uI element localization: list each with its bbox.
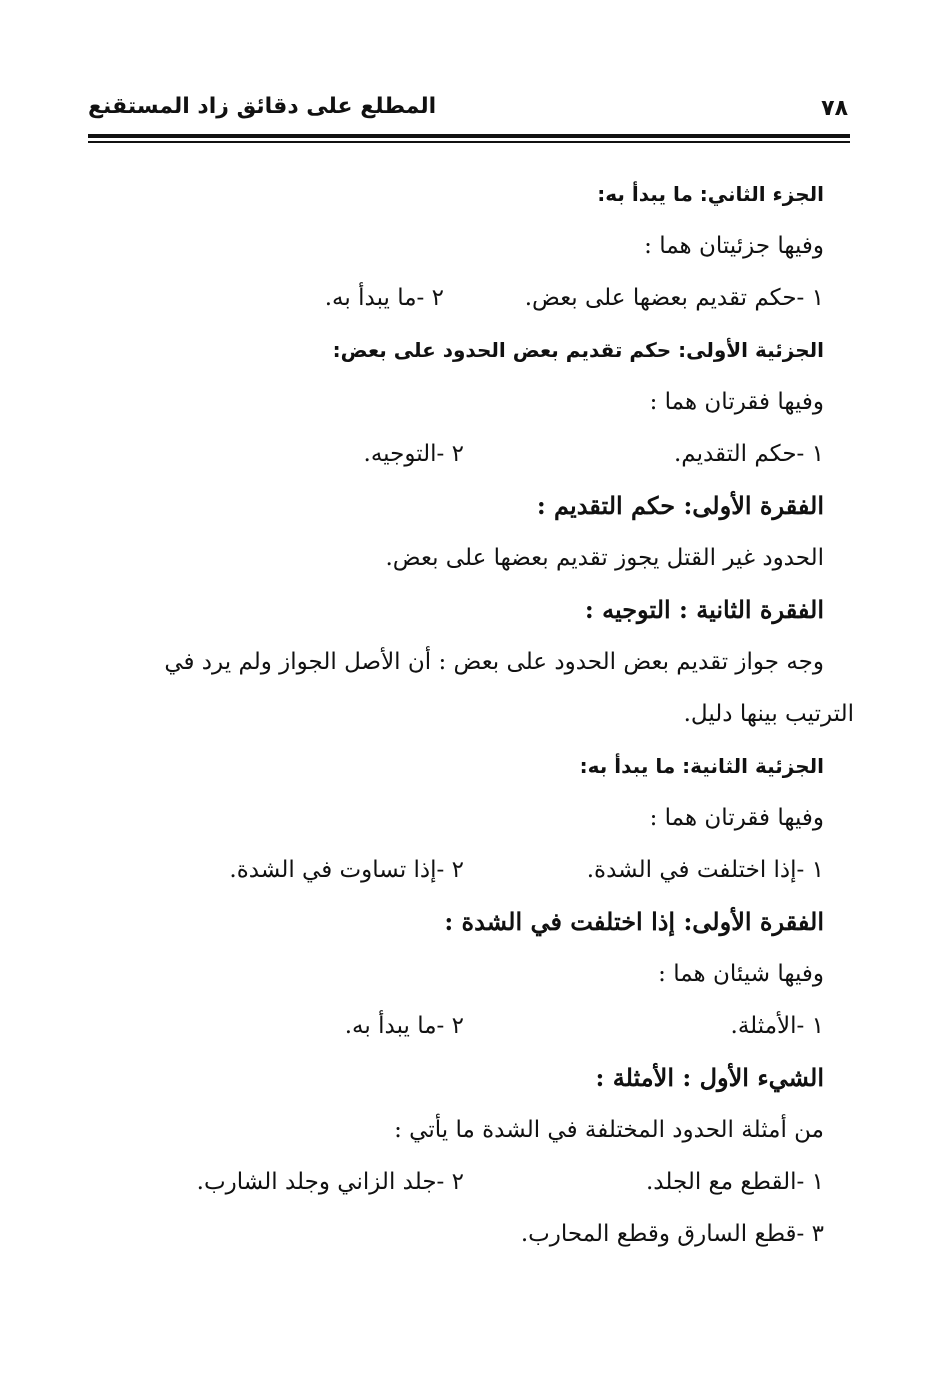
page-number: ٧٨ [821,96,848,121]
section-heading: الجزء الثاني: ما يبدأ به: [597,182,824,206]
paragraph: وفيها جزئيتان هما : [644,233,824,259]
paragraph: وفيها شيئان هما : [658,961,824,987]
paragraph: وفيها فقرتان هما : [649,389,824,415]
two-column-list [88,1000,824,1052]
paragraph: وجه جواز تقديم بعض الحدود على بعض : أن الأصل الجواز ولم يرد في [164,649,824,675]
running-title: المطلع على دقائق زاد المستقنع [88,94,437,119]
list-item: ١ -حكم التقديم. [673,441,824,467]
subsection-heading: الجزئية الثانية: ما يبدأ به: [579,754,824,778]
list-item: ١ -إذا اختلفت في الشدة. [586,857,824,883]
paragraph: من أمثلة الحدود المختلفة في الشدة ما يأتي : [394,1117,824,1143]
list-item: ٢ -جلد الزاني وجلد الشارب. [196,1169,464,1195]
list-item: ٢ -التوجيه. [363,441,464,467]
list-item: ٢ -ما يبدأ به. [344,1013,464,1039]
header-rule-thick [88,134,850,138]
two-column-list [88,844,824,896]
two-column-list [88,428,824,480]
list-item: ١ -الأمثلة. [730,1013,824,1039]
paragraph: وفيها فقرتان هما : [649,805,824,831]
paragraph-continuation: الترتيب بينها دليل. [683,701,854,727]
list-item: ٢ -إذا تساوت في الشدة. [229,857,464,883]
list-item: ١ -القطع مع الجلد. [645,1169,824,1195]
paragraph: الحدود غير القتل يجوز تقديم بعضها على بعض. [385,545,824,571]
page-body [88,168,854,1260]
paragraph-heading: الفقرة الأولى: إذا اختلفت في الشدة : [444,907,824,936]
paragraph-heading: الشيء الأول : الأمثلة : [595,1063,824,1092]
paragraph-heading: الفقرة الأولى: حكم التقديم : [536,491,824,520]
list-item: ١ -حكم تقديم بعضها على بعض. [524,285,824,311]
page-header [88,92,848,132]
paragraph-heading: الفقرة الثانية : التوجيه : [584,595,824,624]
two-column-list [88,1156,824,1208]
two-column-list [88,272,824,324]
list-item: ٢ -ما يبدأ به. [324,285,444,311]
list-item: ٣ -قطع السارق وقطع المحارب. [520,1221,824,1247]
subsection-heading: الجزئية الأولى: حكم تقديم بعض الحدود على بعض: [332,338,824,362]
header-rule-thin [88,141,850,143]
